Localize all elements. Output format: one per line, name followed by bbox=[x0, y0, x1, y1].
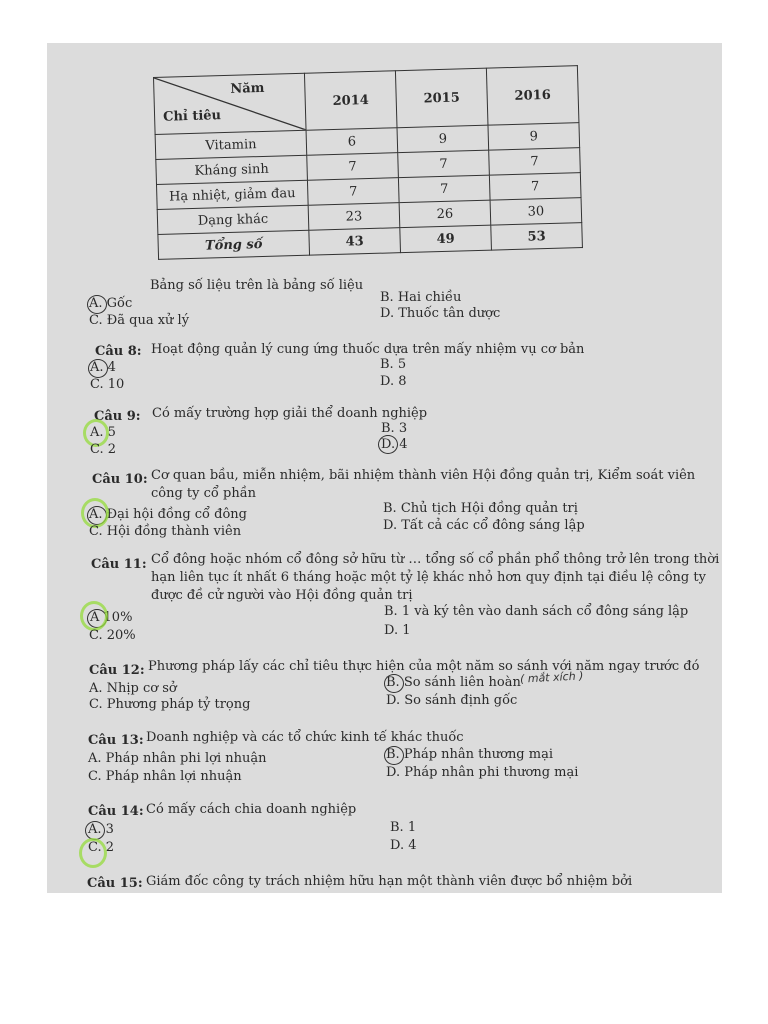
q13-option-d: D. Pháp nhân phi thương mại bbox=[386, 765, 579, 780]
q11-number: Câu 11: bbox=[91, 557, 147, 572]
q14-option-c: C. 2 bbox=[88, 840, 115, 855]
q11-option-b: B. 1 và ký tên vào danh sách cổ đông sáng lập bbox=[384, 604, 689, 619]
q8-number: Câu 8: bbox=[95, 344, 142, 359]
answer-circle bbox=[85, 821, 105, 840]
cell-value: 43 bbox=[309, 228, 401, 256]
q8-option-c: C. 10 bbox=[90, 377, 125, 392]
cell-value: 23 bbox=[308, 203, 400, 231]
row-label: Tổng số bbox=[158, 230, 310, 259]
q14-number: Câu 14: bbox=[88, 804, 144, 819]
cell-value: 53 bbox=[491, 223, 583, 251]
table-corner-cell bbox=[154, 73, 307, 134]
q9-option-a: A. 5 bbox=[90, 425, 116, 440]
q11-text-line2: hạn liên tục ít nhất 6 tháng hoặc một tỷ lệ khác nhỏ hơn quy định tại điều lệ công ty bbox=[151, 570, 706, 585]
q15-text: Giám đốc công ty trách nhiệm hữu hạn một thành viên được bổ nhiệm bởi bbox=[146, 874, 633, 889]
q10-option-b: B. Chủ tịch Hội đồng quản trị bbox=[383, 501, 578, 516]
q14-option-d: D. 4 bbox=[390, 838, 417, 853]
answer-circle bbox=[384, 746, 404, 765]
q7-option-b: B. Hai chiều bbox=[380, 290, 462, 305]
cell-value: 30 bbox=[490, 198, 582, 226]
q10-number: Câu 10: bbox=[92, 472, 148, 487]
q9-number: Câu 9: bbox=[94, 409, 141, 424]
q10-text-line1: Cơ quan bầu, miễn nhiệm, bãi nhiệm thành viên Hội đồng quản trị, Kiểm soát viên bbox=[151, 468, 696, 483]
cell-value: 26 bbox=[399, 200, 491, 228]
q9-option-d: D. 4 bbox=[381, 437, 408, 452]
answer-circle bbox=[88, 359, 108, 378]
year-header: 2014 bbox=[304, 71, 397, 131]
exam-page bbox=[47, 43, 722, 893]
cell-value: 7 bbox=[307, 178, 399, 206]
cell-value: 6 bbox=[306, 128, 398, 156]
q15-number: Câu 15: bbox=[87, 876, 143, 891]
header-chitieu: Chỉ tiêu bbox=[162, 108, 222, 125]
q7-option-a: A. Gốc bbox=[89, 296, 133, 311]
q8-option-d: D. 8 bbox=[380, 374, 407, 389]
q7-option-c: C. Đã qua xử lý bbox=[89, 313, 190, 328]
cell-value: 7 bbox=[489, 173, 581, 201]
q13-number: Câu 13: bbox=[88, 733, 144, 748]
q11-text-line3: được đề cử người vào Hội đồng quản trị bbox=[151, 588, 413, 603]
q13-option-b: B. Pháp nhân thương mại bbox=[386, 747, 554, 762]
highlight-mark bbox=[80, 601, 108, 631]
cell-value: 7 bbox=[398, 150, 490, 178]
q14-option-b: B. 1 bbox=[390, 820, 417, 835]
q13-text: Doanh nghiệp và các tổ chức kinh tế khác thuốc bbox=[146, 730, 464, 745]
cell-value: 7 bbox=[398, 175, 490, 203]
row-label: Dạng khác bbox=[157, 205, 309, 234]
handwritten-note: ( mắt xích ) bbox=[519, 669, 584, 686]
q7-option-d: D. Thuốc tân dược bbox=[380, 306, 501, 321]
q12-option-c: C. Phương pháp tỷ trọng bbox=[89, 697, 251, 712]
q13-option-c: C. Pháp nhân lợi nhuận bbox=[88, 769, 242, 784]
header-nam: Năm bbox=[230, 80, 265, 97]
q11-option-d: D. 1 bbox=[384, 623, 411, 638]
q12-text: Phương pháp lấy các chỉ tiêu thực hiện của một năm so sánh với năm ngay trước đó bbox=[148, 659, 700, 674]
q11-option-a: A 10% bbox=[90, 610, 133, 625]
q10-option-c: C. Hội đồng thành viên bbox=[89, 524, 242, 539]
q10-text-line2: công ty cổ phần bbox=[151, 486, 257, 501]
q12-number: Câu 12: bbox=[89, 663, 145, 678]
row-label: Vitamin bbox=[155, 130, 307, 159]
q8-option-a: A. 4 bbox=[90, 360, 116, 375]
q11-option-c: C. 20% bbox=[89, 628, 136, 643]
q7-text: Bảng số liệu trên là bảng số liệu bbox=[150, 278, 364, 293]
q9-option-b: B. 3 bbox=[381, 421, 408, 436]
q11-text-line1: Cổ đông hoặc nhóm cổ đông sở hữu từ … tổng số cổ phần phổ thông trở lên trong thời bbox=[151, 552, 720, 567]
year-header: 2016 bbox=[486, 66, 579, 126]
q8-option-b: B. 5 bbox=[380, 357, 407, 372]
answer-circle bbox=[87, 295, 107, 314]
q12-option-a: A. Nhịp cơ sở bbox=[89, 681, 177, 696]
q8-text: Hoạt động quản lý cung ứng thuốc dựa trên mấy nhiệm vụ cơ bản bbox=[151, 342, 585, 357]
q9-text: Có mấy trường hợp giải thể doanh nghiệp bbox=[152, 406, 428, 421]
q12-option-b: B. So sánh liên hoàn bbox=[386, 675, 521, 690]
q14-text: Có mấy cách chia doanh nghiệp bbox=[146, 802, 357, 817]
cell-value: 9 bbox=[488, 123, 580, 151]
year-header: 2015 bbox=[395, 68, 488, 128]
answer-circle bbox=[378, 435, 398, 454]
cell-value: 9 bbox=[397, 125, 489, 153]
cell-value: 7 bbox=[307, 153, 399, 181]
row-label: Hạ nhiệt, giảm đau bbox=[157, 180, 309, 209]
q9-option-c: C. 2 bbox=[90, 442, 117, 457]
q10-option-d: D. Tất cả các cổ đông sáng lập bbox=[383, 518, 585, 533]
q10-option-a: A. Đại hội đồng cổ đông bbox=[89, 507, 247, 522]
highlight-mark bbox=[79, 838, 107, 868]
row-label: Kháng sinh bbox=[156, 155, 308, 184]
cell-value: 49 bbox=[400, 225, 492, 253]
q14-option-a: A. 3 bbox=[88, 822, 114, 837]
q12-option-d: D. So sánh định gốc bbox=[386, 693, 518, 708]
data-table bbox=[153, 65, 583, 260]
answer-circle bbox=[384, 674, 404, 693]
q13-option-a: A. Pháp nhân phi lợi nhuận bbox=[88, 751, 267, 766]
cell-value: 7 bbox=[489, 148, 581, 176]
